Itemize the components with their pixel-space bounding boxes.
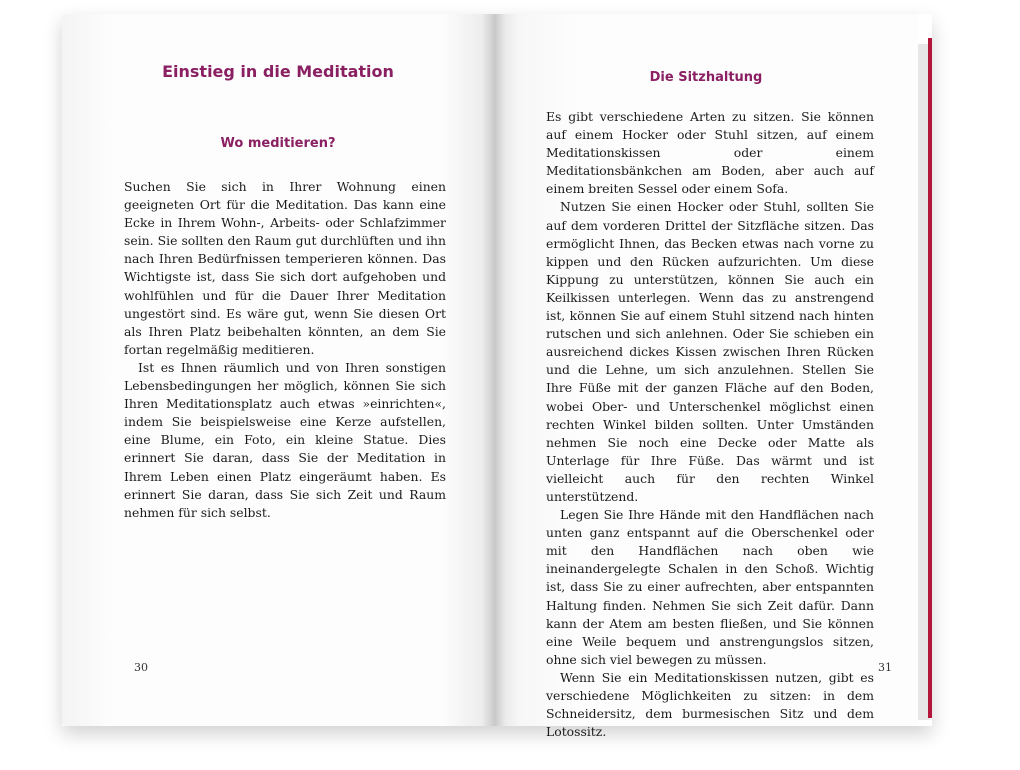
left-body-text bbox=[124, 178, 446, 522]
paragraph: Wenn Sie ein Meditationskissen nutzen, gibt es verschiedene Möglichkeiten zu sitzen: in dem Schneidersitz, dem burmesischen Sitz und dem Lotossitz. bbox=[546, 669, 874, 740]
open-book bbox=[62, 14, 932, 740]
paragraph: Nutzen Sie einen Hocker oder Stuhl, sollten Sie auf dem vorderen Drittel der Sitzfläche sitzen. Das ermöglicht Ihnen, das Becken etwas nach vorne zu kippen und den Rücken aufzurichten. Um diese Kippung zu unterstützen, können Sie auch ein Keilkissen unterlegen. Wenn das zu anstrengend ist, können Sie auf einem Stuhl sitzend nach hinten rutschen und sich anlehnen. Oder Sie schieben ein ausreichend dickes Kissen zwischen Ihren Rücken und die Lehne, um sich anzulehnen. Stellen Sie Ihre Füße mit der ganzen Fläche auf den Boden, wobei Ober- und Unterschenkel möglichst einen rechten Winkel bilden sollten. Unter Umständen nehmen Sie noch eine Decke oder Matte als Unterlage für Ihre Füße. Das wärmt und ist vielleicht auch für den rechten Winkel unterstützend. bbox=[546, 199, 874, 504]
paragraph: Suchen Sie sich in Ihrer Wohnung einen geeigneten Ort für die Meditation. Das kann eine Ecke in Ihrem Wohn-, Arbeits- oder Schlafzimmer sein. Sie sollten den Raum gut durchlüften und ihn nach Ihren Bedürfnissen temperieren können. Das Wichtigste ist, dass Sie sich dort aufgehoben und wohlfühlen und für die Dauer Ihrer Meditation ungestört sind. Es wäre gut, wenn Sie diesen Ort als Ihren Platz beibehalten könnten, an dem Sie fortan regelmäßig meditieren. bbox=[124, 179, 446, 357]
paragraph: Legen Sie Ihre Hände mit den Handflächen nach unten ganz entspannt auf die Oberschenkel oder mit den Handflächen nach oben wie ineinandergelegte Schalen in den Schoß. Wichtig ist, dass Sie zu einer aufrechten, aber entspannten Haltung finden. Nehmen Sie sich Zeit dafür. Dann kann der Atem am besten fließen, und Sie können eine Weile bequem und anstrengungslos sitzen, ohne sich viel bewegen zu müssen. bbox=[546, 507, 874, 667]
chapter-title: Die Sitzhaltung bbox=[649, 70, 763, 85]
paragraph: Ist es Ihnen räumlich und von Ihren sonstigen Lebensbedingungen her möglich, können Sie sich Ihren Meditationsplatz auch etwas »einrichten«, indem Sie beispielsweise eine Kerze aufstellen, eine Blume, ein Foto, ein kleine Statue. Dies erinnert Sie daran, dass Sie der Meditation in Ihrem Leben einen Platz eingeräumt haben. Es erinnert Sie daran, dass Sie sich Zeit und Raum nehmen für sich selbst. bbox=[124, 359, 446, 520]
page-number: 30 bbox=[134, 661, 148, 674]
paragraph: Es gibt verschiedene Arten zu sitzen. Sie können auf einem Hocker oder Stuhl sitzen, auf einem Meditationskissen oder einem Meditationsbänkchen am Boden, aber auch auf einem breiten Sessel oder einem Sofa. bbox=[546, 109, 874, 197]
right-page bbox=[494, 14, 918, 740]
book-gutter bbox=[482, 14, 506, 726]
left-page bbox=[62, 14, 494, 726]
section-title: Wo meditieren? bbox=[220, 136, 336, 151]
chapter-title: Einstieg in die Meditation bbox=[162, 62, 394, 81]
right-body-text bbox=[546, 108, 874, 741]
page-number: 31 bbox=[878, 661, 892, 674]
cover-edge bbox=[928, 38, 932, 718]
